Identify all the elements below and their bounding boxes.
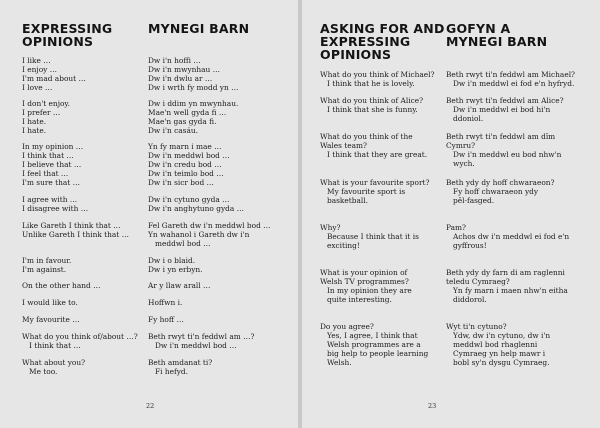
phrase-english: I believe that … [22, 160, 82, 169]
phrase-english: I would like to. [22, 298, 78, 307]
phrase-welsh: Beth rwyt ti'n feddwl am Michael? [446, 70, 576, 79]
right-page [302, 0, 600, 428]
phrase-english: I like … [22, 56, 51, 65]
phrase-welsh: pêl-fasged. [453, 196, 495, 205]
phrase-english: In my opinion they are [327, 286, 412, 295]
phrase-welsh: Dw i yn erbyn. [148, 265, 203, 274]
left-heading-welsh: MYNEGI BARN [148, 21, 250, 36]
phrase-english: I enjoy … [22, 65, 58, 74]
phrase-english: What is your favourite sport? [320, 178, 430, 187]
phrase-english: What do you think of/about …? [22, 332, 138, 341]
phrase-welsh: Cymru? [446, 141, 476, 150]
phrase-welsh: meddwl bod rhaglenni [453, 340, 538, 349]
phrase-welsh: Beth ydy dy hoff chwaraeon? [446, 178, 555, 187]
phrase-welsh: meddwl bod … [155, 239, 211, 248]
left-heading-english: EXPRESSING OPINIONS [22, 21, 113, 49]
phrase-welsh: Dw i'n mwynhau … [148, 65, 221, 74]
phrase-welsh: wych. [453, 159, 475, 168]
phrase-english: I think that they are great. [327, 150, 428, 159]
phrase-welsh: Mae'n gas gyda fi. [148, 117, 217, 126]
phrase-welsh: ddoniol. [453, 114, 484, 123]
phrase-english: Welsh programmes are a [327, 340, 421, 349]
phrase-welsh: Achos dw i'n meddwl ei fod e'n [453, 232, 570, 241]
phrase-welsh: Fy hoff chwaraeon ydy [453, 187, 539, 196]
phrase-english: I think that she is funny. [327, 105, 418, 114]
phrase-english: I feel that … [22, 169, 69, 178]
phrase-english: My favourite sport is [327, 187, 406, 196]
phrase-english: Me too. [29, 367, 58, 376]
phrase-english: What do you think of Alice? [320, 96, 424, 105]
phrase-english: What do you think of Michael? [320, 70, 435, 79]
phrase-welsh: bobl sy'n dysgu Cymraeg. [453, 358, 550, 367]
right-heading-english: ASKING FOR AND EXPRESSING OPINIONS [320, 21, 445, 62]
phrase-welsh: Beth rwyt ti'n feddwl am …? [148, 332, 255, 341]
phrase-english: Because I think that it is [327, 232, 419, 241]
phrase-welsh: Dw i'n sicr bod … [148, 178, 214, 187]
phrase-welsh: Dw i'n cytuno gyda … [148, 195, 230, 204]
phrase-english: exciting! [327, 241, 360, 250]
phrase-welsh: Fi hefyd. [155, 367, 188, 376]
phrase-english: I hate. [22, 117, 47, 126]
phrase-welsh: Dw i'n teimlo bod … [148, 169, 224, 178]
phrase-english: I prefer … [22, 108, 61, 117]
phrase-welsh: Wyt ti'n cytuno? [446, 322, 507, 331]
phrase-english: quite interesting. [327, 295, 392, 304]
phrase-welsh: Dw i o blaid. [148, 256, 196, 265]
phrase-english: I'm in favour. [22, 256, 72, 265]
phrase-welsh: Ar y llaw arall … [148, 281, 211, 290]
phrase-english: I think that … [29, 341, 81, 350]
phrase-welsh: Dw i'n casáu. [148, 126, 198, 135]
phrase-english: I'm against. [22, 265, 67, 274]
phrase-english: big help to people learning [327, 349, 429, 358]
phrase-english: Wales team? [320, 141, 367, 150]
phrase-english: I hate. [22, 126, 47, 135]
phrase-english: What about you? [22, 358, 86, 367]
left-page [0, 0, 298, 428]
phrase-english: Like Gareth I think that … [22, 221, 121, 230]
phrase-welsh: Dw i'n credu bod … [148, 160, 222, 169]
phrase-welsh: diddorol. [453, 295, 487, 304]
phrase-welsh: Beth amdanat ti? [148, 358, 213, 367]
phrase-welsh: Pam? [446, 223, 467, 232]
phrase-english: I'm sure that … [22, 178, 80, 187]
phrase-welsh: Fel Gareth dw i'n meddwl bod … [148, 221, 271, 230]
phrase-welsh: Beth rwyt ti'n feddwl am Alice? [446, 96, 564, 105]
phrase-english: My favourite … [22, 315, 80, 324]
phrase-welsh: Dw i'n dwlu ar … [148, 74, 213, 83]
phrase-english: Unlike Gareth I think that … [22, 230, 130, 239]
phrase-welsh: Dw i'n meddwl bod … [155, 341, 237, 350]
phrase-welsh: Dw i'n hoffi … [148, 56, 201, 65]
phrase-english: Yes, I agree, I think that [327, 331, 418, 340]
phrase-english: I'm mad about … [22, 74, 86, 83]
phrase-welsh: Fy hoff … [148, 315, 184, 324]
phrase-english: In my opinion … [22, 142, 84, 151]
phrase-welsh: Mae'n well gyda fi … [148, 108, 227, 117]
phrase-welsh: Dw i'n meddwl ei bod hi'n [453, 105, 551, 114]
phrase-english: I don't enjoy. [22, 99, 70, 108]
phrase-english: Welsh TV programmes? [320, 277, 409, 286]
phrase-english: I love … [22, 83, 53, 92]
phrase-english: Welsh. [327, 358, 352, 367]
phrase-english: What do you think of the [320, 132, 413, 141]
right-heading-welsh: GOFYN A MYNEGI BARN [446, 21, 548, 49]
phrase-english: What is your opinion of [320, 268, 408, 277]
phrase-english: Do you agree? [320, 322, 374, 331]
phrase-english: I think that he is lovely. [327, 79, 415, 88]
phrase-welsh: Dw i'n meddwl bod … [148, 151, 230, 160]
phrase-welsh: Yn fy marn i mae … [148, 142, 222, 151]
phrase-welsh: Hoffwn i. [148, 298, 183, 307]
phrase-welsh: Yn wahanol i Gareth dw i'n [148, 230, 250, 239]
phrase-welsh: Dw i'n meddwl eu bod nhw'n [453, 150, 562, 159]
phrase-english: I disagree with … [22, 204, 89, 213]
phrase-welsh: Dw i wrth fy modd yn … [148, 83, 239, 92]
phrase-welsh: Dw i'n anghytuno gyda … [148, 204, 245, 213]
phrase-english: Why? [320, 223, 341, 232]
phrase-welsh: teledu Cymraeg? [446, 277, 510, 286]
phrase-welsh: gyffrous! [453, 241, 487, 250]
phrase-english: I think that … [22, 151, 74, 160]
phrase-welsh: Beth rwyt ti'n feddwl am dîm [446, 132, 556, 141]
phrase-welsh: Beth ydy dy farn di am raglenni [446, 268, 565, 277]
left-page-number: 22 [146, 402, 155, 410]
right-page-number: 23 [428, 402, 437, 410]
phrase-welsh: Cymraeg yn help mawr i [453, 349, 546, 358]
phrase-welsh: Ydw, dw i'n cytuno, dw i'n [453, 331, 551, 340]
phrase-welsh: Dw i'n meddwl ei fod e'n hyfryd. [453, 79, 575, 88]
phrase-english: basketball. [327, 196, 368, 205]
phrase-welsh: Dw i ddim yn mwynhau. [148, 99, 239, 108]
phrase-english: On the other hand … [22, 281, 101, 290]
phrase-welsh: Yn fy marn i maen nhw'n eitha [453, 286, 568, 295]
phrase-english: I agree with … [22, 195, 78, 204]
